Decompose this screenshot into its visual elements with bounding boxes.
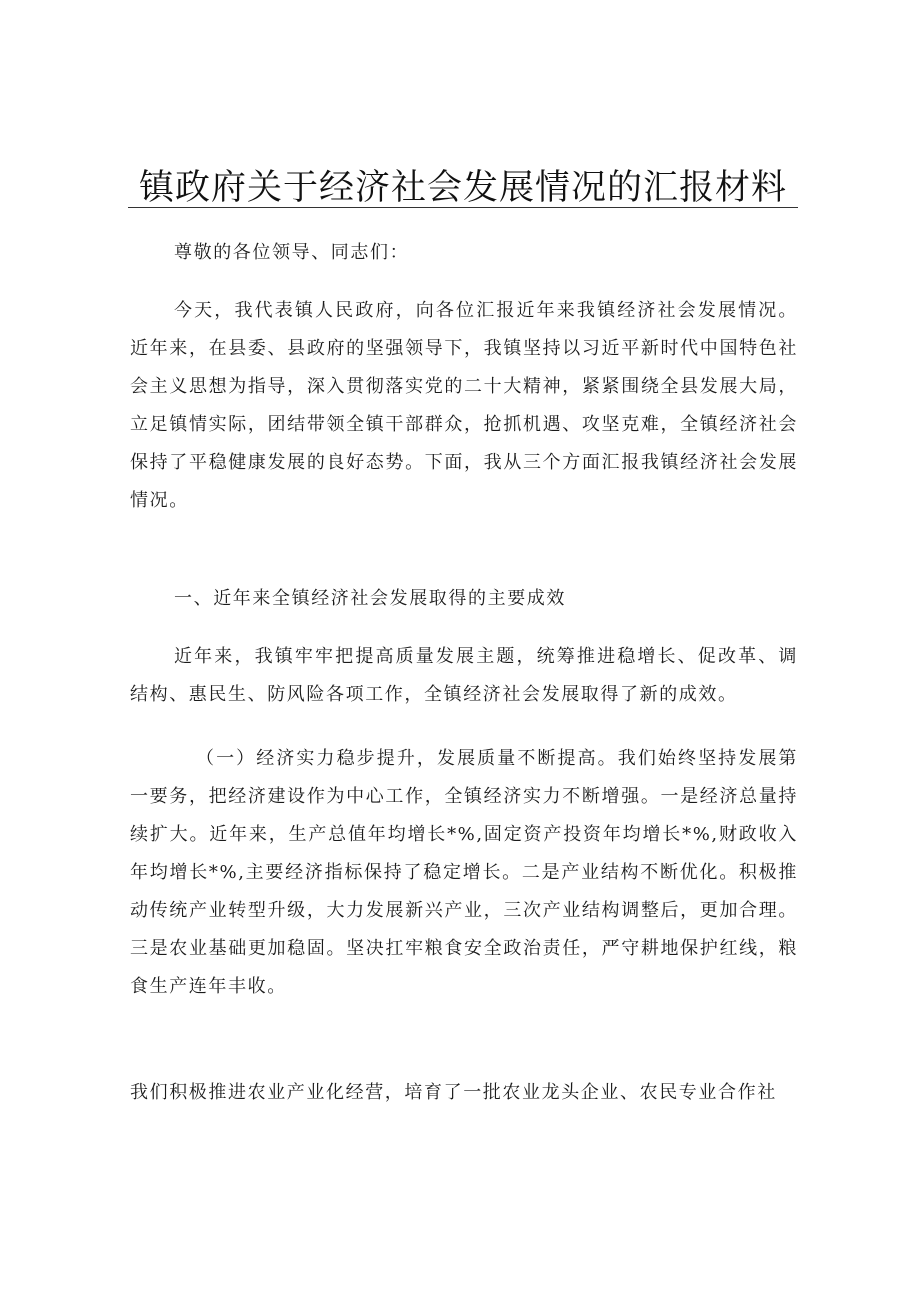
- paragraph-agriculture: 我们积极推进农业产业化经营，培育了一批农业龙头企业、农民专业合作社: [130, 1082, 777, 1103]
- document-title: 镇政府关于经济社会发展情况的汇报材料: [138, 168, 787, 208]
- paragraph-economy: （一）经济实力稳步提升，发展质量不断提高。我们始终坚持发展第一要务，把经济建设作为中心工作，全镇经济实力不断增强。一是经济总量持续扩大。近年来，生产总值年均增长*%,固定资产投资年均增长*%,财政收入年均增长*%,主要经济指标保持了稳定增长。二是产业结构不断优化。积极推动传统产业转型升级，大力发展新兴产业，三次产业结构调整后，更加合理。三是农业基础更加稳固。坚决扛牢粮食安全政治责任，严守耕地保护红线，粮食生产连年丰收。: [130, 748, 798, 997]
- section-heading-1: 一、近年来全镇经济社会发展取得的主要成效: [174, 588, 566, 609]
- paragraph-intro: 今天，我代表镇人民政府，向各位汇报近年来我镇经济社会发展情况。近年来，在县委、县政府的坚强领导下，我镇坚持以习近平新时代中国特色社会主义思想为指导，深入贯彻落实党的二十大精神，紧紧围绕全县发展大局，立足镇情实际，团结带领全镇干部群众，抢抓机遇、攻坚克难，全镇经济社会保持了平稳健康发展的良好态势。下面，我从三个方面汇报我镇经济社会发展情况。: [130, 300, 798, 511]
- title-underline: [128, 207, 798, 208]
- paragraph-achievements: 近年来，我镇牢牢把提高质量发展主题，统筹推进稳增长、促改革、调结构、惠民生、防风险各项工作，全镇经济社会发展取得了新的成效。: [130, 646, 798, 705]
- salutation: 尊敬的各位领导、同志们：: [174, 242, 410, 263]
